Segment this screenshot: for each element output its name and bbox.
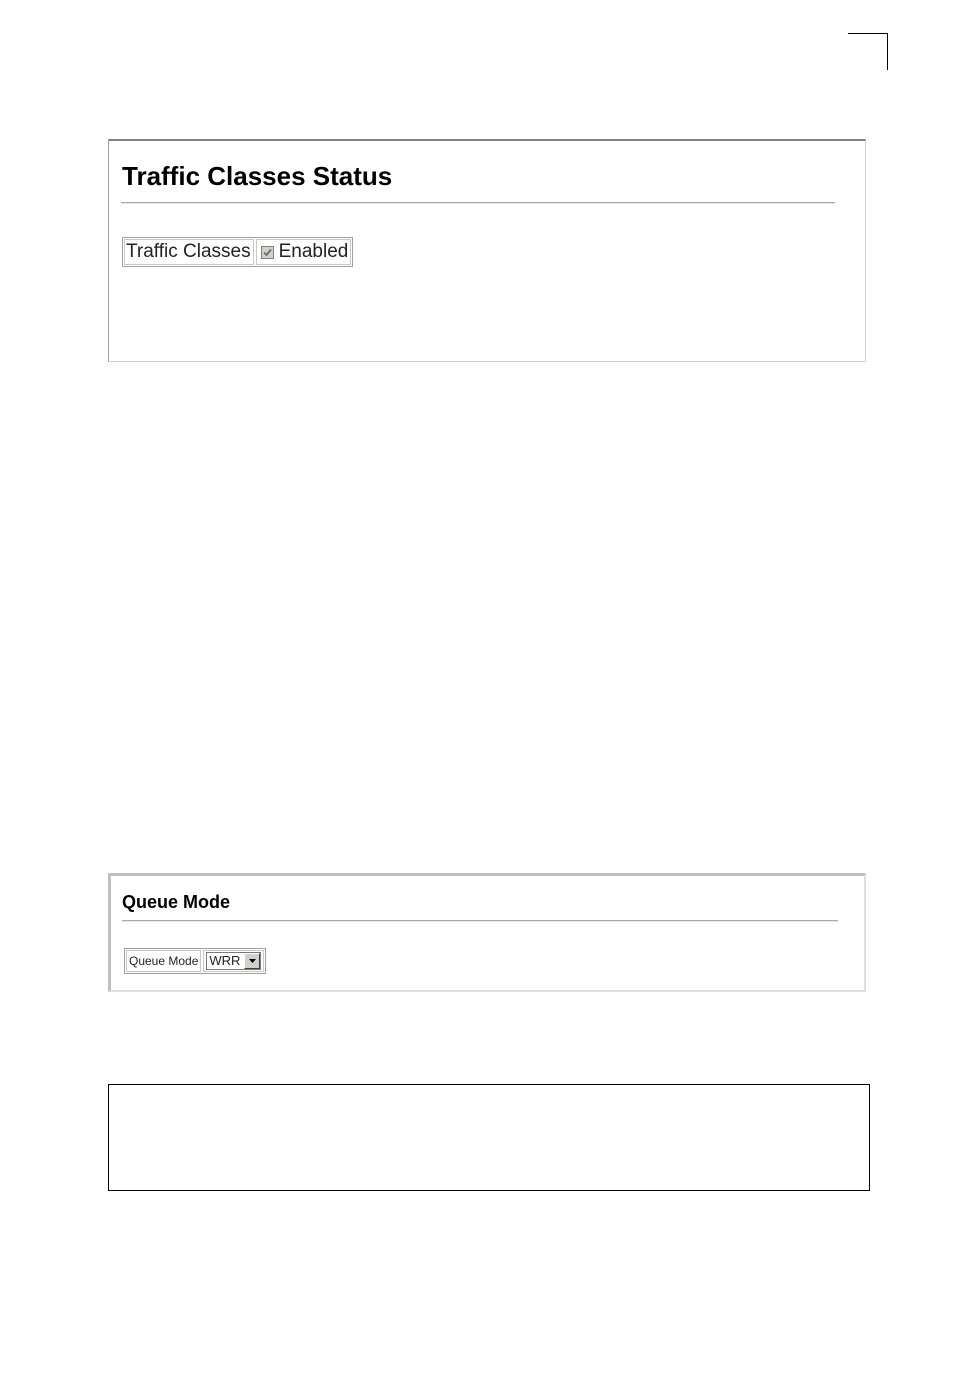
queue-mode-title: Queue Mode bbox=[122, 892, 231, 912]
chevron-down-icon bbox=[249, 959, 256, 963]
crop-mark-horizontal bbox=[848, 33, 888, 34]
queue-mode-select[interactable] bbox=[206, 952, 261, 970]
traffic-classes-status-title: Traffic Classes Status bbox=[122, 161, 393, 191]
queue-mode-value-cell bbox=[203, 950, 264, 972]
checkmark-icon bbox=[262, 247, 273, 258]
queue-mode-form-row bbox=[124, 948, 266, 974]
queue-mode-panel bbox=[108, 873, 866, 992]
traffic-classes-enabled-cell bbox=[256, 239, 352, 265]
title-divider bbox=[121, 202, 835, 204]
crop-mark-vertical bbox=[887, 33, 888, 70]
dropdown-arrow-button[interactable] bbox=[244, 953, 260, 969]
traffic-classes-form-row bbox=[122, 237, 353, 267]
traffic-classes-label: Traffic Classes bbox=[124, 239, 254, 265]
title-divider bbox=[122, 920, 838, 922]
traffic-classes-status-panel bbox=[108, 139, 866, 362]
empty-framed-box bbox=[108, 1084, 870, 1191]
queue-mode-label: Queue Mode bbox=[126, 950, 201, 972]
traffic-classes-enabled-checkbox[interactable] bbox=[261, 246, 274, 259]
queue-mode-selected-value: WRR bbox=[209, 953, 241, 968]
enabled-label: Enabled bbox=[278, 241, 349, 262]
